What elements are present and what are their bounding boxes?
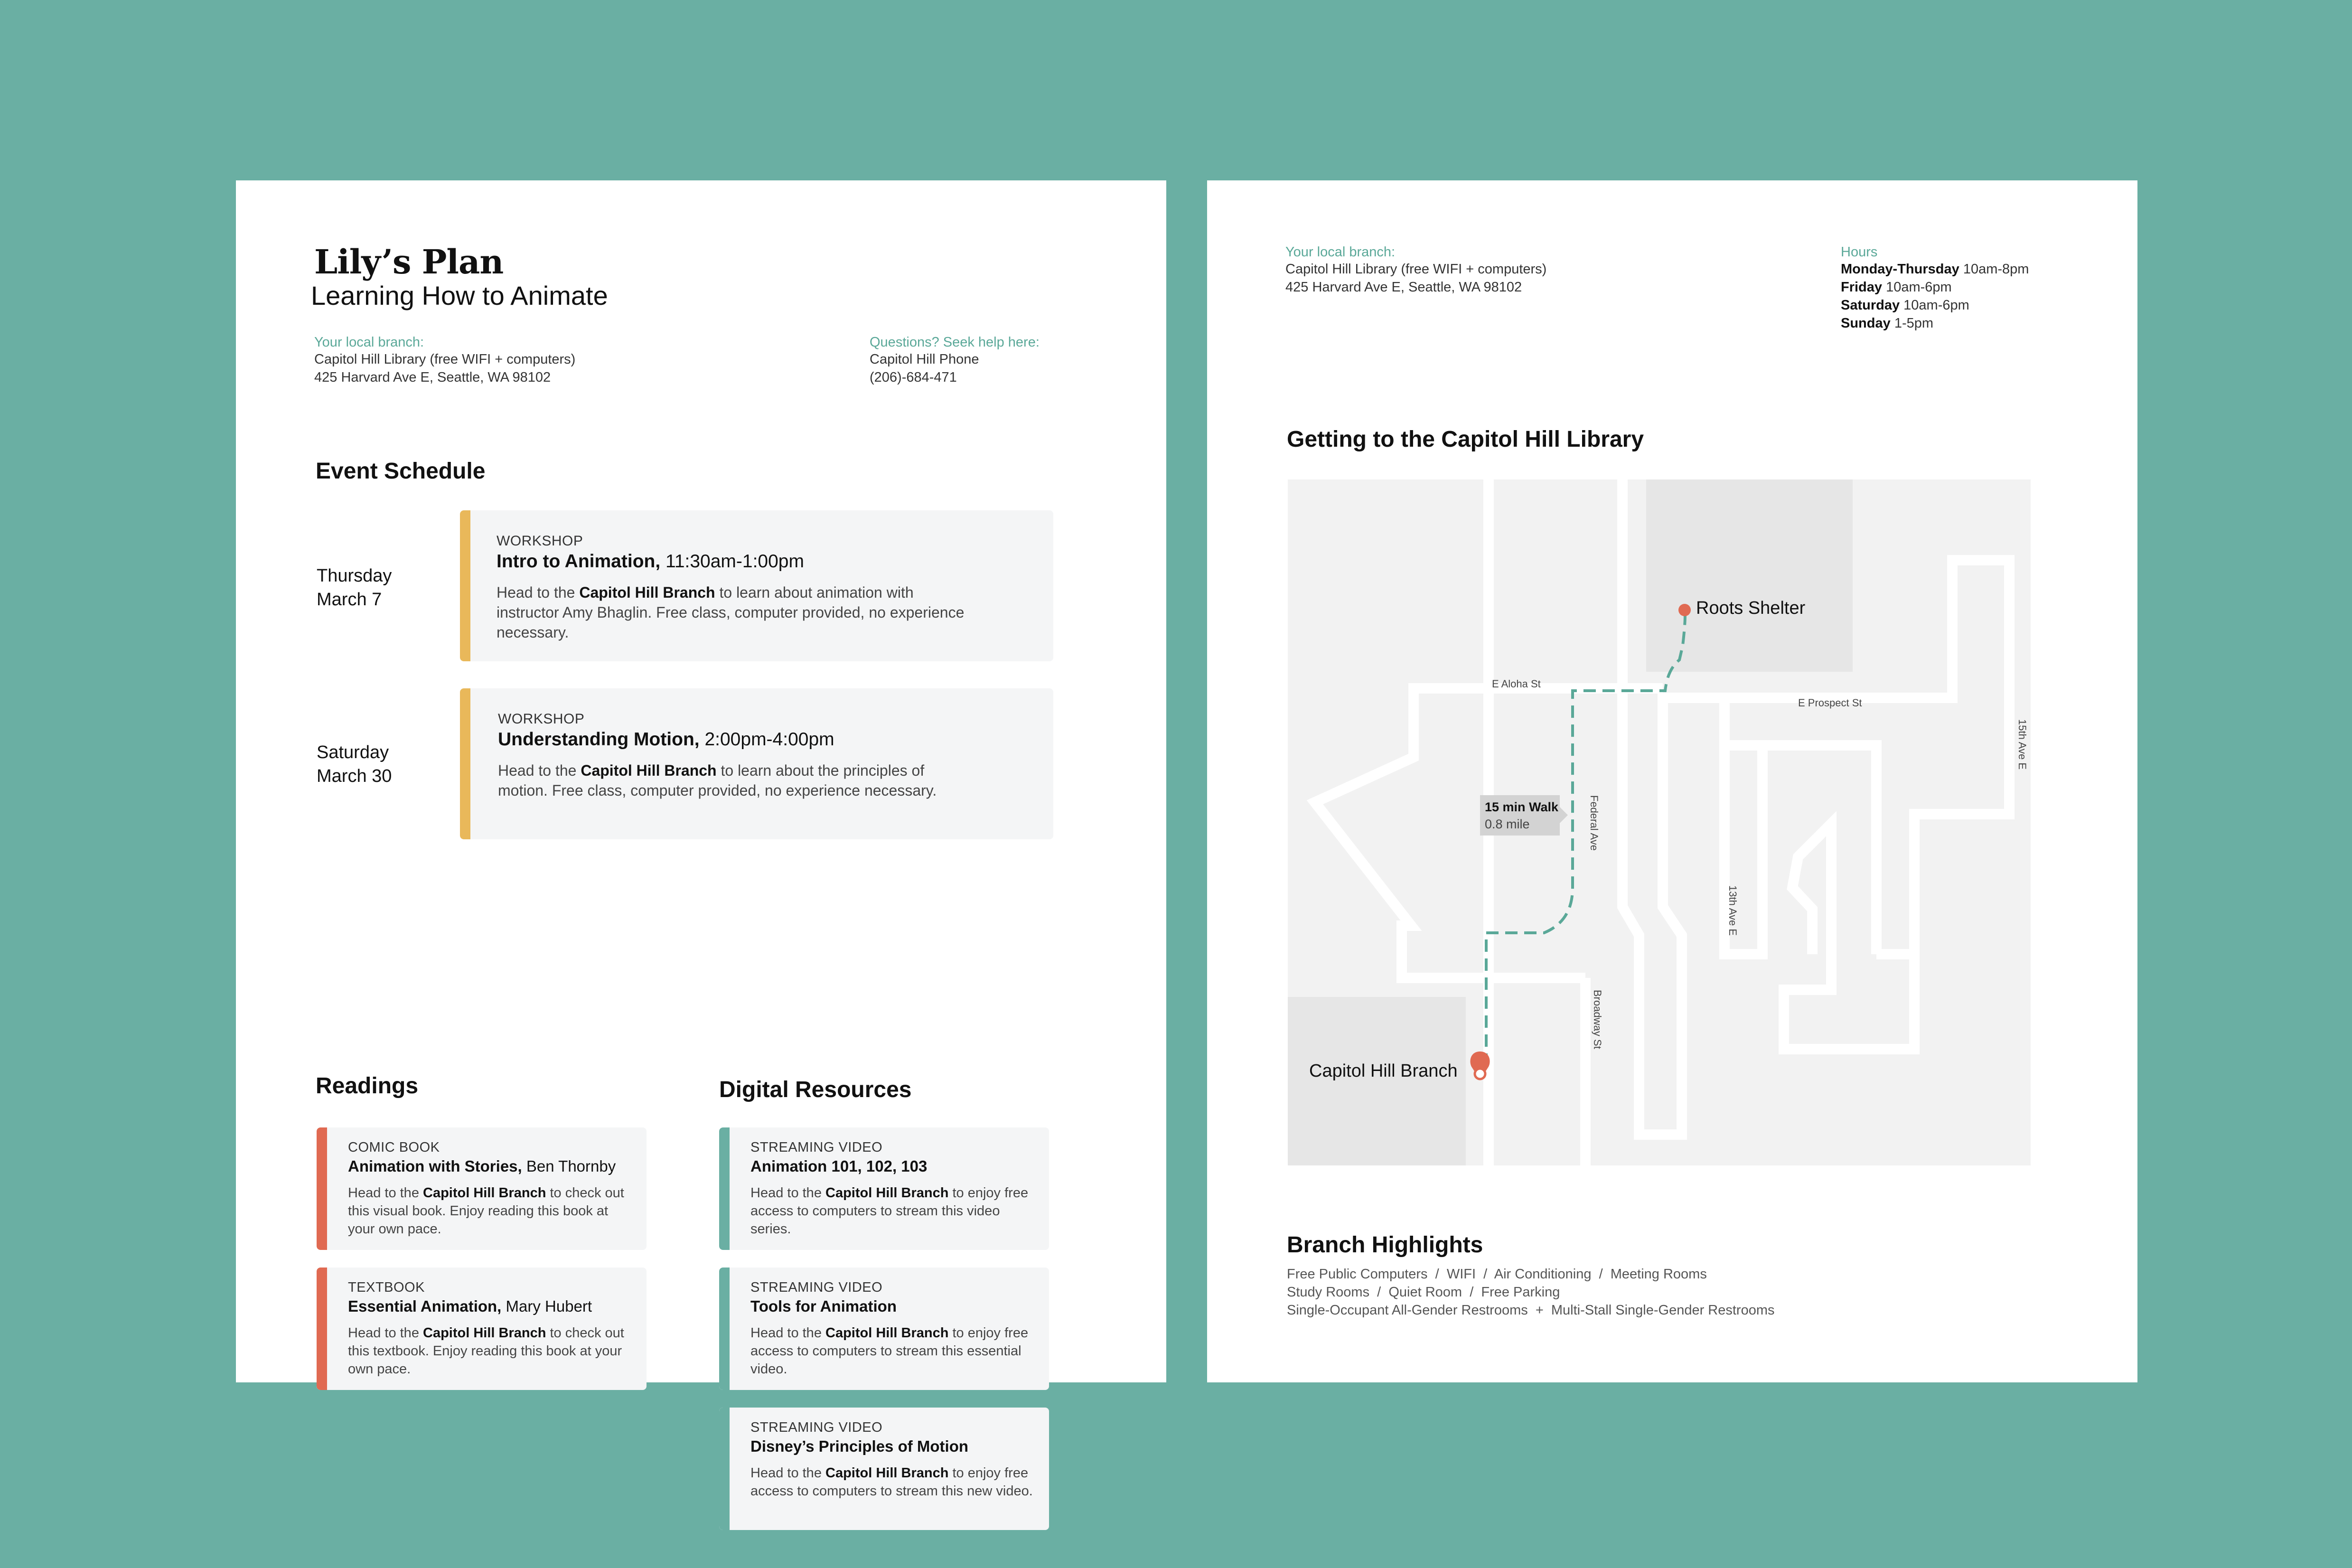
- reading-card[interactable]: [317, 1127, 647, 1250]
- reading-accent-bar: [317, 1268, 327, 1390]
- origin-dot: [1475, 1069, 1485, 1079]
- digital-resource-card[interactable]: [719, 1408, 1049, 1530]
- event-day: Thursday: [317, 566, 392, 586]
- digital-accent-bar: [719, 1268, 730, 1390]
- help-line2: (206)-684-471: [870, 370, 957, 385]
- street-label-prospect: E Prospect St: [1798, 697, 1862, 709]
- digital-kind: STREAMING VIDEO: [750, 1140, 883, 1155]
- digital-resource-card[interactable]: [719, 1127, 1049, 1250]
- street-label-aloha: E Aloha St: [1492, 678, 1541, 690]
- walk-distance: 0.8 mile: [1485, 817, 1530, 831]
- branch-info: [314, 335, 575, 386]
- reading-kind: TEXTBOOK: [348, 1280, 425, 1295]
- event-description: Head to the Capitol Hill Branch to learn about the principles of motion. Free class, computer provided, no experience necessary.: [498, 762, 937, 799]
- highlights-line: Single-Occupant All-Gender Restrooms + Multi-Stall Single-Gender Restrooms: [1287, 1303, 1775, 1318]
- branch-highlights-heading: Branch Highlights: [1287, 1232, 1483, 1258]
- digital-accent-bar: [719, 1408, 730, 1530]
- hours-label: Hours: [1841, 244, 1878, 260]
- hours-row: Friday 10am-6pm: [1841, 280, 1952, 295]
- event-accent-bar: [460, 510, 470, 661]
- digital-kind: STREAMING VIDEO: [750, 1420, 883, 1435]
- digital-name: Disney’s Principles of Motion: [750, 1437, 969, 1455]
- destination-dot: [1678, 604, 1691, 616]
- branch-info: [1285, 244, 1546, 296]
- event-card[interactable]: [460, 510, 1053, 661]
- origin-label: Capitol Hill Branch: [1309, 1061, 1458, 1081]
- highlights-line: Free Public Computers / WIFI / Air Conditioning / Meeting Rooms: [1287, 1267, 1707, 1282]
- street-label-15th: 15th Ave E: [2016, 719, 2028, 770]
- reading-description: Head to the Capitol Hill Branch to check out this textbook. Enjoy reading this book at your own pace.: [348, 1325, 624, 1377]
- highlights-line: Study Rooms / Quiet Room / Free Parking: [1287, 1285, 1560, 1300]
- event-date-value: March 30: [317, 766, 392, 786]
- branch-line1: Capitol Hill Library (free WIFI + computers): [1285, 262, 1547, 277]
- event-kind: WORKSHOP: [497, 533, 583, 549]
- shelter-block: [1646, 479, 1853, 672]
- event-kind: WORKSHOP: [498, 711, 585, 727]
- readings-heading: Readings: [316, 1073, 419, 1099]
- reading-name: Essential Animation,: [348, 1297, 502, 1315]
- map-heading: Getting to the Capitol Hill Library: [1287, 427, 1644, 452]
- hours-row: Monday-Thursday 10am-8pm: [1841, 262, 2029, 277]
- event-date-value: March 7: [317, 590, 382, 610]
- digital-description: Head to the Capitol Hill Branch to enjoy free access to computers to stream this video series.: [750, 1185, 1029, 1237]
- street-label-federal: Federal Ave: [1588, 795, 1600, 851]
- digital-accent-bar: [719, 1127, 730, 1250]
- branch-line1: Capitol Hill Library (free WIFI + computers): [314, 352, 576, 367]
- event-name: Understanding Motion,: [498, 729, 700, 750]
- page-title: Lily’s Plan: [314, 242, 504, 282]
- help-label: Questions? Seek help here:: [870, 335, 1040, 350]
- event-accent-bar: [460, 688, 470, 839]
- walk-time: 15 min Walk: [1485, 800, 1559, 814]
- page-subtitle: Learning How to Animate: [311, 281, 608, 310]
- event-day: Saturday: [317, 742, 389, 762]
- digital-name: Animation 101, 102, 103: [750, 1157, 928, 1175]
- plan-page: [236, 180, 1166, 1499]
- reading-name: Animation with Stories,: [348, 1157, 522, 1175]
- reading-author: Mary Hubert: [506, 1297, 592, 1315]
- branch-line2: 425 Harvard Ave E, Seattle, WA 98102: [1285, 280, 1522, 295]
- event-time: 2:00pm-4:00pm: [704, 729, 834, 750]
- help-line1: Capitol Hill Phone: [870, 352, 979, 367]
- reading-kind: COMIC BOOK: [348, 1140, 440, 1155]
- reading-accent-bar: [317, 1127, 327, 1250]
- digital-description: Head to the Capitol Hill Branch to enjoy free access to computers to stream this essential video.: [750, 1325, 1029, 1377]
- branch-line2: 425 Harvard Ave E, Seattle, WA 98102: [314, 370, 551, 385]
- event-date: [317, 741, 392, 788]
- destination-label: Roots Shelter: [1696, 598, 1806, 618]
- event-time: 11:30am-1:00pm: [665, 551, 804, 572]
- help-info: [870, 335, 1040, 386]
- digital-resource-card[interactable]: [719, 1268, 1049, 1390]
- street-label-13th: 13th Ave E: [1727, 885, 1739, 936]
- reading-description: Head to the Capitol Hill Branch to check out this visual book. Enjoy reading this book at your own pace.: [348, 1185, 624, 1237]
- walking-map[interactable]: [1288, 479, 2031, 1165]
- street-label-broadway: Broadway St: [1592, 990, 1603, 1049]
- directions-page: [1207, 180, 2137, 1382]
- event-name: Intro to Animation,: [497, 551, 661, 572]
- reading-card[interactable]: [317, 1268, 647, 1390]
- branch-label: Your local branch:: [1285, 244, 1396, 260]
- hours-info: [1841, 244, 2029, 332]
- event-date: [317, 564, 392, 611]
- hours-row: Sunday 1-5pm: [1841, 316, 1934, 331]
- digital-description: Head to the Capitol Hill Branch to enjoy free access to computers to stream this new video.: [750, 1465, 1033, 1499]
- branch-label: Your local branch:: [314, 335, 424, 350]
- event-description: Head to the Capitol Hill Branch to learn about animation with instructor Amy Bhaglin. Free class, computer provided, no experience necessary.: [497, 584, 965, 641]
- digital-kind: STREAMING VIDEO: [750, 1280, 883, 1295]
- event-card[interactable]: [460, 688, 1053, 839]
- digital-resources-heading: Digital Resources: [719, 1077, 912, 1102]
- event-schedule-heading: Event Schedule: [316, 459, 486, 484]
- branch-highlights-list: [1287, 1265, 1775, 1319]
- walk-badge: [1485, 798, 1558, 833]
- digital-name: Tools for Animation: [750, 1297, 897, 1315]
- reading-author: Ben Thornby: [526, 1157, 616, 1175]
- hours-row: Saturday 10am-6pm: [1841, 298, 1969, 313]
